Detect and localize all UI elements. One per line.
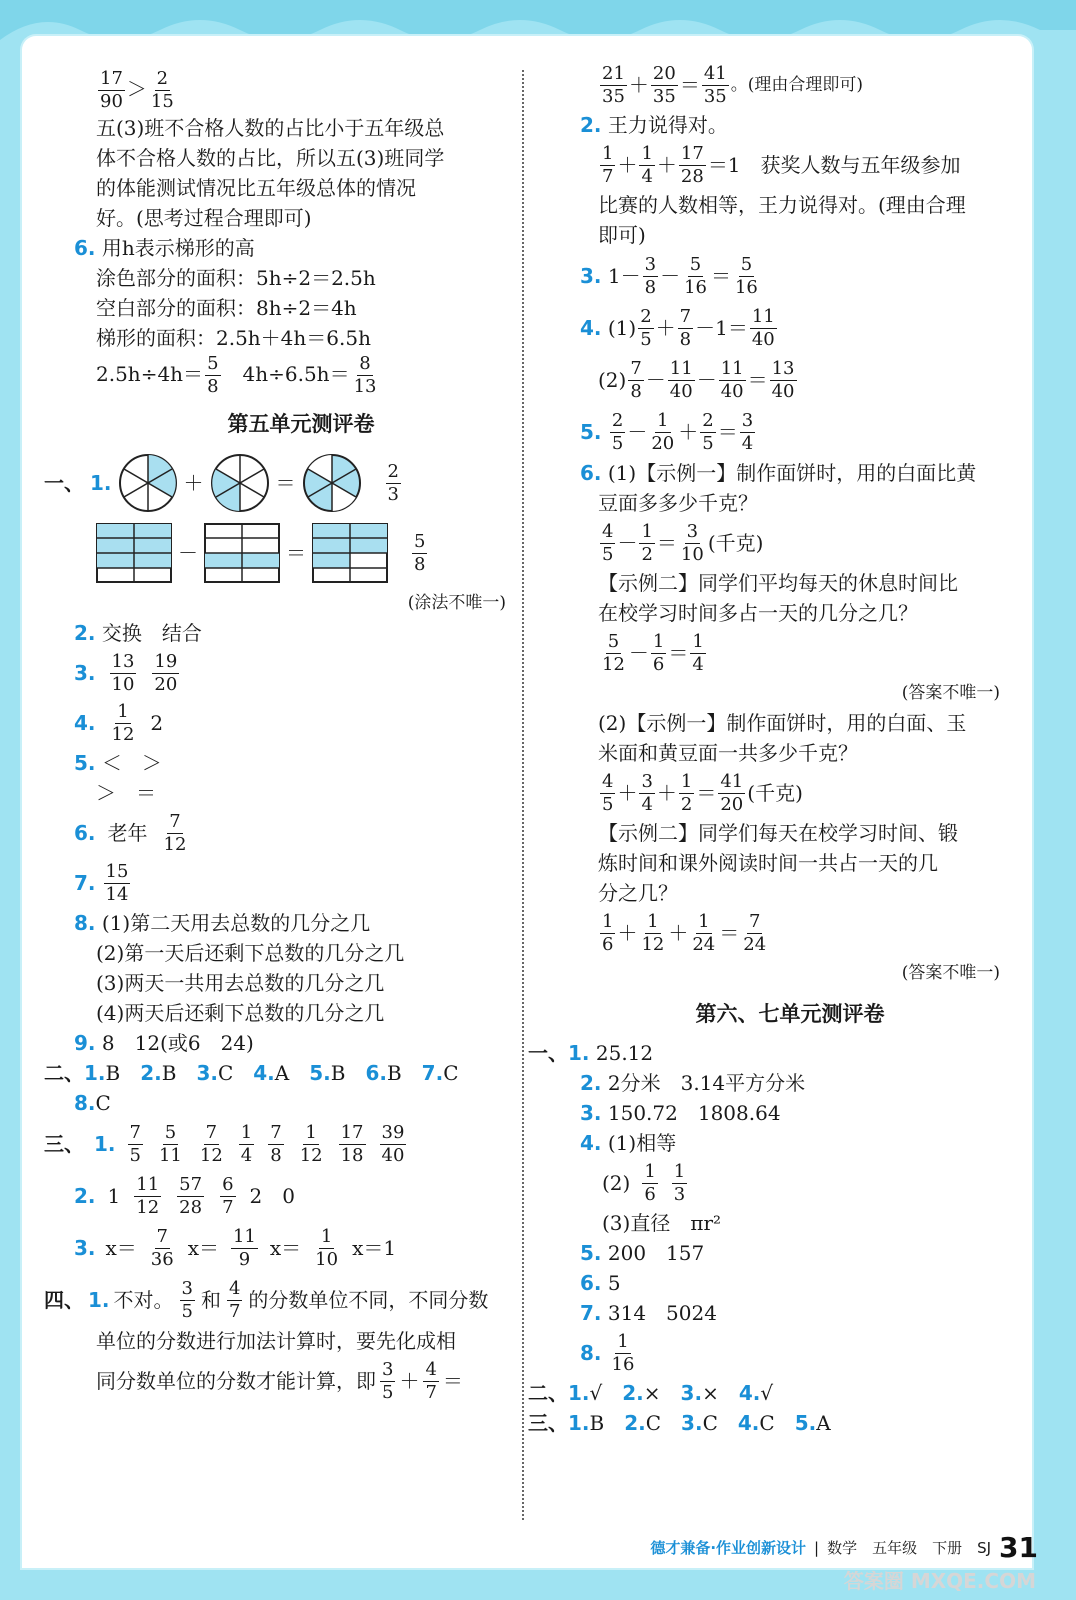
pie-circle-icon: [118, 453, 178, 513]
text-line: 好。(思考过程合理即可): [96, 206, 312, 230]
pie-circle-icon: [302, 453, 362, 513]
sec2-answers: 二、1.B 2.B 3.C 4.A 5.B 6.B 7.C: [44, 1061, 459, 1085]
text-line: 的体能测试情况比五年级总体的情况: [96, 176, 416, 200]
grid-rectangle-icon: [204, 523, 280, 583]
fraction: $\frac{2}{15}$: [150, 68, 174, 112]
pie-circle-icon: [210, 453, 270, 513]
top-wave-border: [0, 0, 1076, 40]
shade-note: (涂法不唯一): [407, 593, 506, 613]
watermark: 答案圈 MXQE.COM: [843, 1569, 1036, 1593]
fraction: $\frac{17}{90}$: [100, 68, 123, 112]
column-divider: [522, 70, 524, 1520]
page-footer: 德才兼备·作业创新设计 | 数学 五年级 下册 SJ 31: [650, 1531, 1038, 1564]
footer-brand: 德才兼备·作业创新设计: [650, 1539, 807, 1557]
page-number: 31: [999, 1531, 1038, 1564]
text-line: 五(3)班不合格人数的占比小于五年级总: [96, 116, 445, 140]
unit5-title: 第五单元测评卷: [227, 412, 375, 436]
grid-rectangle-icon: [96, 523, 172, 583]
right-column: $\frac{21}{35}$ ＋ $\frac{20}{35}$ ＝ $\frac{41}{35}$ 。(理由合理即可) 2. 王力说得对。 $\frac{1}{7}$ ＋ $\frac{1}{4}$ ＋ $\frac{17}{28}$ ＝1 获奖人数与五年级参加 比赛的人数相等，王力说得对。(理由合理 即可) 3. 1－ $\frac{3}{8}$ － $\frac{5}{16}$ ＝ $\frac{5}{16}$ 4. (1) $\frac{2}{5}$ ＋ $\frac{7}{8}$ －1＝ $\frac{11}{40}$ (2) $\frac{7}{8}$ － $\frac{11}{40}$ － $\frac{11}{40}$ ＝ $\frac{13}{40}$ 5. $\frac{2}{5}$ － $\frac{1}{20}$ ＋ $\frac{2}{5}$ ＝ $\frac{3}{4}$ 6. (1)【示例一】制作面饼时，用的白面比黄 豆面多多少千克？ $\frac{4}{5}$ － $\frac{1}{2}$ ＝ $\frac{3}{10}$ (千克) 【示例二】同学们平均每天的休息时间比 在校学习时间多占一天的几分之几？ $\frac{5}{12}$ － $\frac{1}{6}$ ＝ $\frac{1}{4}$ (答案不唯一) (2)【示例一】制作面饼时，用的白面、玉 米面和黄豆面一共多少千克？ $\frac{4}{5}$ ＋ $\frac{3}{4}$ ＋ $\frac{1}{2}$ ＝ $\frac{41}{20}$ (千克) 【示例二】同学们每天在校学习时间、锻 炼时间和课外阅读时间一共占一天的几 分之几？ $\frac{1}{6}$ ＋ $\frac{1}{12}$ ＋ $\frac{1}{24}$ ＝ $\frac{7}{24}$ (答案不唯一) 第六、七单元测评卷 一、1. 25.12 2. 2分米 3.14平方分米 3. 150.72 1808.64 4. (1)相等 (2) $\frac{1}{6}$ $\frac{1}{3}$ (3)直径 πr² 5. 200 157 6. 5 7. 314 5024 8. $\frac{1}{16}$ 二、1.√ 2.× 3.× 4.√ 三、1.B 2.C 3.C 4.C 5.A: [528, 62, 1000, 1435]
footer-subject: 数学 五年级 下册 SJ: [827, 1539, 992, 1557]
text-line: 体不合格人数的占比，所以五(3)班同学: [96, 146, 445, 170]
unit67-title: 第六、七单元测评卷: [695, 1002, 885, 1026]
left-column: $\frac{17}{90}$ ＞ $\frac{2}{15}$ 五(3)班不合格人数的占比小于五年级总 体不合格人数的占比，所以五(3)班同学 的体能测试情况比五年级总体的情况 好。(思考过程合理即可) 6. 用h表示梯形的高 涂色部分的面积：5h÷2＝2.5h 空白部分的面积：8h÷2＝4h 梯形的面积：2.5h＋4h＝6.5h 2.5h÷4h＝ $\frac{5}{8}$ 4h÷6.5h＝ $\frac{8}{13}$ 第五单元测评卷 一、 1. ＋ ＝ $\frac{2}{3}$ － ＝ $\frac{5}{8}$ (涂法不唯一) 2. 交换 结合 3. $\frac{13}{10}$ $\frac{19}{20}$ 4. $\frac{1}{12}$ 2 5. ＜ ＞ ＞ ＝ 6. 老年 $\frac{7}{12}$ 7. $\frac{15}{14}$ 8. (1)第二天用去总数的几分之几 (2)第一天后还剩下总数的几分之几 (3)两天一共用去总数的几分之几 (4)两天后还剩下总数的几分之几 9. 8 12(或6 24) 二、1.B 2.B 3.C 4.A 5.B 6.B 7.C 8.C 三、 1. $\frac{7}{5}$ $\frac{5}{11}$ $\frac{7}{12}$ $\frac{1}{4}$ $\frac{7}{8}$ $\frac{1}{12}$ $\frac{17}{18}$ $\frac{39}{40}$ 2. 1 $\frac{11}{12}$ $\frac{57}{28}$ $\frac{6}{7}$ 2 0 3. x＝ $\frac{7}{36}$ x＝ $\frac{11}{9}$ x＝ $\frac{1}{10}$ x＝1 四、 1. 不对。 $\frac{3}{5}$ 和 $\frac{4}{7}$ 的分数单位不同，不同分数 单位的分数进行加法计算时，要先化成相 同分数单位的分数才能计算，即 $\frac{3}{5}$ ＋ $\frac{4}{7}$ ＝: [44, 68, 506, 1403]
grid-rectangle-icon: [312, 523, 388, 583]
